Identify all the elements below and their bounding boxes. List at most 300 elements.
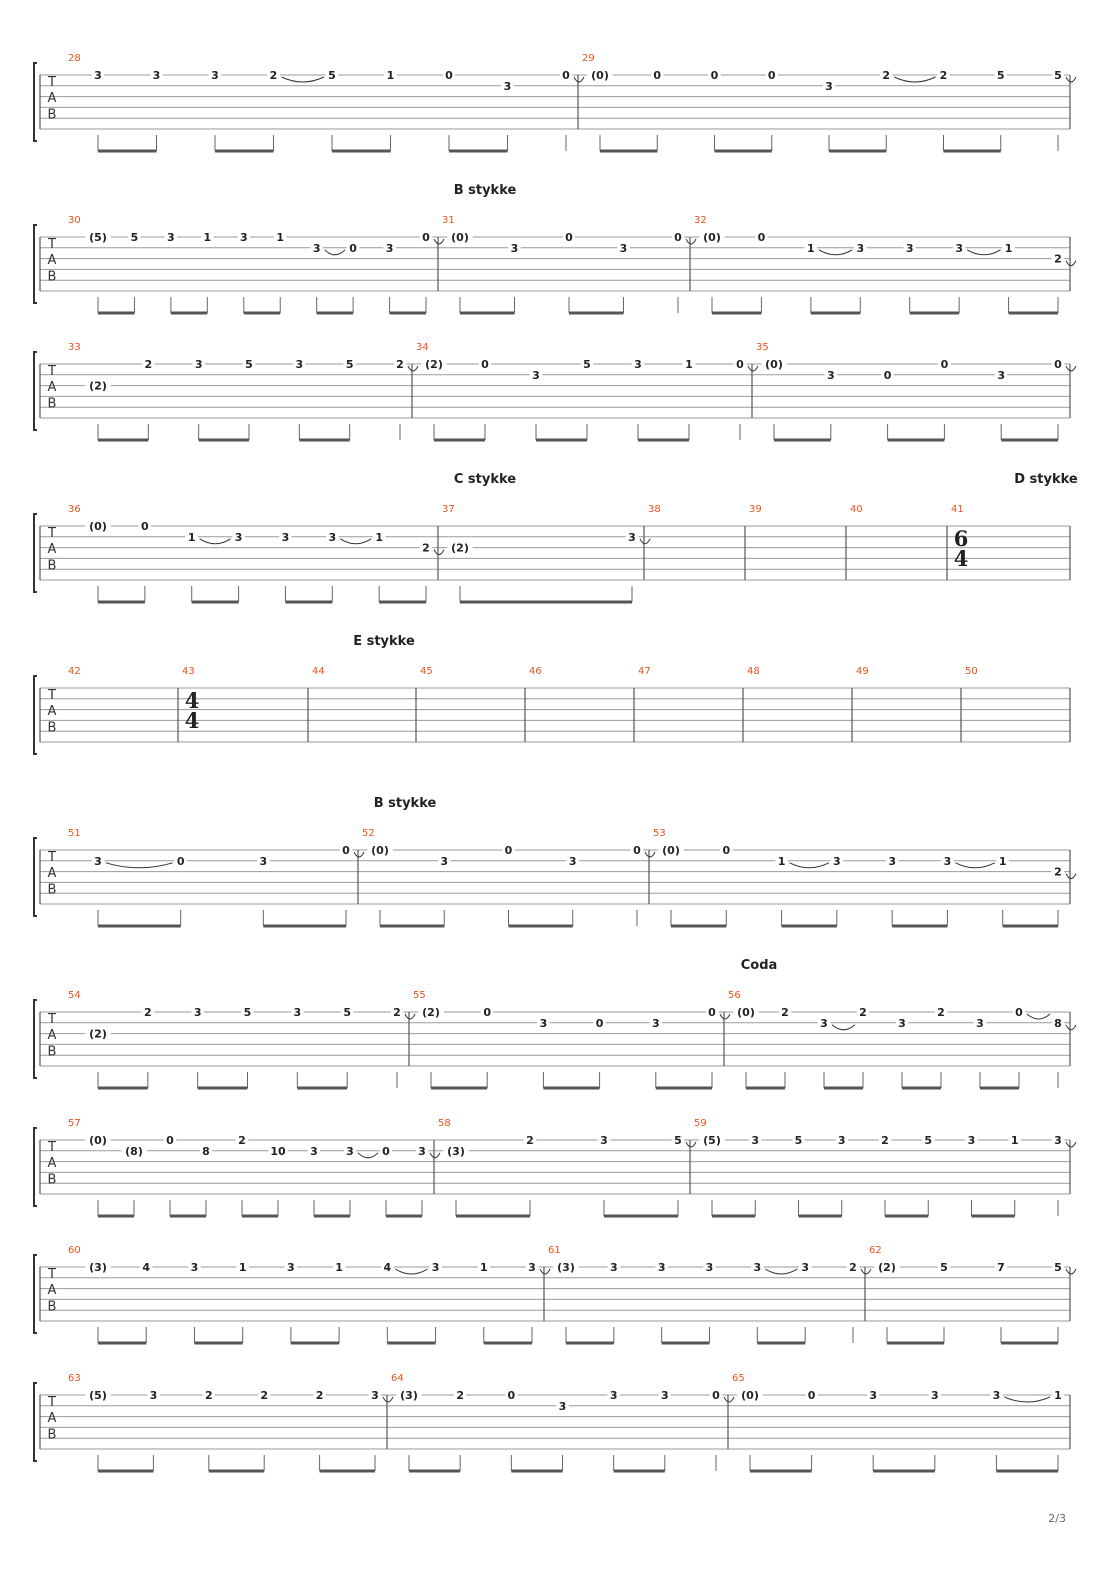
tab-system: [34, 1118, 1076, 1216]
fret-number: 3: [657, 1261, 666, 1274]
tie-arc: [1066, 261, 1076, 266]
measure-number: 61: [548, 1245, 561, 1256]
measure: [68, 215, 444, 313]
measure-number: 35: [756, 342, 769, 353]
measure: [68, 1118, 440, 1216]
fret-number: 1: [238, 1261, 247, 1274]
time-signature-digit: 4: [953, 546, 969, 571]
fret-number: 1: [1004, 241, 1013, 255]
fret-number: 3: [825, 79, 833, 93]
tie-arc: [430, 1153, 440, 1158]
measure-number: 36: [68, 504, 81, 515]
system-bracket: [34, 352, 37, 430]
measure: [856, 666, 869, 677]
tab-clef-letter: B: [47, 396, 57, 412]
fret-number: 3: [528, 1261, 536, 1274]
measure-number: 63: [68, 1373, 81, 1384]
measure-number: 58: [438, 1118, 451, 1129]
fret-number: 3: [837, 1134, 846, 1147]
fret-number: 2: [1054, 252, 1062, 266]
fret-number: 0: [653, 69, 662, 82]
measure-number: 53: [653, 828, 666, 839]
tab-clef-letter: T: [48, 526, 56, 541]
fret-number: 5: [1054, 69, 1062, 82]
measure: [694, 1118, 1076, 1216]
fret-number: 3: [431, 1261, 440, 1274]
measure: [653, 828, 1076, 926]
measure-number: 29: [582, 53, 595, 64]
fret-number: (0): [765, 358, 783, 371]
measure: [442, 504, 650, 602]
fret-number: 5: [996, 69, 1005, 82]
time-signature-digit: 6: [953, 526, 969, 551]
tab-clef-letter: B: [47, 269, 57, 285]
fret-number: 3: [955, 241, 963, 255]
measure: [68, 1245, 550, 1343]
fret-number: 0: [807, 1389, 816, 1402]
fret-number: 3: [619, 241, 628, 255]
measure-number: 34: [416, 342, 429, 353]
fret-number: (0): [89, 1134, 107, 1147]
tie-arc: [1066, 1269, 1076, 1274]
fret-number: (3): [447, 1144, 465, 1158]
fret-number: 3: [705, 1261, 714, 1274]
measure-number: 48: [747, 666, 760, 677]
tie-arc: [383, 1397, 393, 1402]
fret-number: 3: [992, 1389, 1001, 1402]
fret-number: 0: [342, 844, 350, 857]
fret-number: 0: [507, 1389, 516, 1402]
fret-number: 3: [312, 241, 321, 255]
tie-arc: [405, 1014, 415, 1019]
fret-number: 2: [422, 541, 430, 555]
fret-number: 0: [940, 358, 949, 371]
fret-number: 3: [190, 1261, 199, 1274]
tab-system: [34, 666, 1070, 754]
fret-number: 3: [609, 1389, 618, 1402]
system-bracket: [34, 1255, 37, 1333]
tab-clef-letter: A: [47, 1411, 57, 1427]
tie-arc: [358, 1153, 378, 1158]
fret-number: 0: [708, 1006, 716, 1019]
fret-number: 0: [757, 231, 766, 244]
fret-number: 1: [187, 530, 196, 544]
measure-number: 33: [68, 342, 81, 353]
fret-number: 3: [1054, 1134, 1062, 1147]
section-label: B stykke: [373, 796, 437, 811]
section-label: E stykke: [353, 634, 415, 649]
fret-number: 3: [532, 368, 540, 382]
measure: [548, 1245, 871, 1343]
section-label: D stykke: [1014, 472, 1078, 487]
fret-number: 5: [343, 1006, 351, 1019]
tab-clef-letter: T: [48, 1012, 56, 1027]
measure: [362, 828, 655, 926]
measure-number: 50: [965, 666, 978, 677]
fret-number: 5: [1054, 1261, 1062, 1274]
fret-number: 2: [882, 69, 891, 82]
tab-clef-letter: A: [47, 253, 57, 269]
fret-number: 10: [270, 1144, 286, 1158]
fret-number: 3: [385, 241, 394, 255]
fret-number: 8: [202, 1144, 210, 1158]
tie-arc: [790, 863, 829, 868]
fret-number: (5): [89, 1389, 107, 1402]
fret-number: 3: [310, 1144, 318, 1158]
tab-system: [34, 1245, 1076, 1343]
measure: [68, 666, 81, 677]
fret-number: 1: [1010, 1134, 1019, 1147]
measure: [391, 1373, 734, 1471]
tie-arc: [1066, 1025, 1076, 1030]
fret-number: 2: [937, 1006, 945, 1019]
fret-number: 0: [481, 358, 489, 371]
fret-number: 3: [976, 1016, 984, 1030]
measure-number: 39: [749, 504, 762, 515]
fret-number: 0: [712, 1389, 720, 1402]
tie-arc: [340, 539, 371, 544]
measure: [638, 666, 651, 677]
fret-number: 3: [943, 854, 952, 868]
tie-arc: [540, 1269, 550, 1274]
fret-number: (3): [557, 1261, 575, 1274]
measure-number: 32: [694, 215, 707, 226]
fret-number: 3: [94, 854, 102, 868]
fret-number: 1: [807, 241, 815, 255]
fret-number: (3): [89, 1261, 107, 1274]
fret-number: 5: [245, 358, 253, 371]
fret-number: (2): [422, 1006, 440, 1019]
fret-number: 2: [939, 69, 948, 82]
fret-number: 3: [193, 1006, 202, 1019]
tie-arc: [354, 852, 364, 857]
staff-systems: [34, 53, 1078, 1471]
measure-number: 44: [312, 666, 325, 677]
measure-number: 41: [951, 504, 964, 515]
fret-number: 3: [568, 854, 577, 868]
fret-number: 1: [203, 231, 212, 244]
measure-number: 59: [694, 1118, 707, 1129]
fret-number: 0: [674, 231, 682, 244]
tab-clef-letter: T: [48, 1140, 56, 1155]
tab-system: [34, 504, 1070, 602]
section-label: Coda: [740, 958, 778, 973]
fret-number: 1: [479, 1261, 488, 1274]
measure: [68, 342, 418, 440]
fret-number: 2: [144, 358, 153, 371]
tie-arc: [325, 250, 345, 255]
tie-arc: [640, 539, 650, 544]
fret-number: 2: [849, 1261, 857, 1274]
fret-number: 2: [781, 1006, 789, 1019]
tie-arc: [1066, 366, 1076, 371]
fret-number: (0): [741, 1389, 759, 1402]
measure: [416, 342, 758, 440]
fret-number: 1: [1054, 1389, 1062, 1402]
measure-number: 60: [68, 1245, 81, 1256]
fret-number: 2: [260, 1389, 269, 1402]
measure-number: 28: [68, 53, 81, 64]
fret-number: 3: [826, 368, 835, 382]
tie-arc: [574, 77, 584, 82]
fret-number: 0: [141, 520, 149, 533]
tab-clef-letter: A: [47, 1156, 57, 1172]
measure: [68, 990, 415, 1088]
fret-number: 5: [674, 1134, 682, 1147]
tab-clef-letter: B: [47, 1299, 57, 1315]
measure-number: 31: [442, 215, 455, 226]
tab-clef-letter: B: [47, 1044, 57, 1060]
fret-number: 5: [940, 1261, 948, 1274]
fret-number: 5: [345, 358, 354, 371]
tab-clef-letter: A: [47, 1028, 57, 1044]
fret-number: (0): [371, 844, 389, 857]
fret-number: 0: [722, 844, 731, 857]
time-signature-digit: 4: [184, 708, 200, 733]
tie-arc: [434, 239, 444, 244]
fret-number: 3: [346, 1144, 354, 1158]
fret-number: 3: [167, 231, 175, 244]
fret-number: 1: [335, 1261, 343, 1274]
fret-number: 3: [149, 1389, 158, 1402]
measure: [756, 342, 1076, 440]
fret-number: 0: [562, 69, 570, 82]
measure-number: 64: [391, 1373, 404, 1384]
measure: [732, 1373, 1064, 1471]
fret-number: 8: [1054, 1016, 1062, 1030]
fret-number: 3: [194, 358, 203, 371]
fret-number: 1: [386, 69, 395, 82]
fret-number: 2: [396, 358, 404, 371]
fret-number: (5): [703, 1134, 721, 1147]
fret-number: 3: [833, 854, 841, 868]
tie-arc: [861, 1269, 871, 1274]
tie-arc: [1066, 77, 1076, 82]
measure-number: 54: [68, 990, 81, 1001]
tie-arc: [686, 1142, 696, 1147]
system-bracket: [34, 1000, 37, 1078]
tab-clef-letter: B: [47, 1427, 57, 1443]
measure-number: 43: [182, 666, 195, 677]
tie-arc: [955, 863, 994, 868]
tab-clef-letter: T: [48, 75, 56, 90]
measure: [420, 666, 433, 677]
fret-number: 3: [634, 358, 642, 371]
measure-number: 56: [728, 990, 741, 1001]
tie-arc: [724, 1397, 734, 1402]
fret-number: 0: [349, 241, 357, 255]
fret-number: 3: [751, 1134, 760, 1147]
tie-arc: [894, 77, 935, 82]
fret-number: (2): [878, 1261, 896, 1274]
tie-arc: [819, 250, 852, 255]
system-bracket: [34, 1128, 37, 1206]
fret-number: 0: [176, 854, 185, 868]
fret-number: 3: [234, 530, 243, 544]
tie-arc: [200, 539, 231, 544]
system-bracket: [34, 838, 37, 916]
fret-number: 3: [328, 530, 337, 544]
tie-arc: [832, 1025, 855, 1030]
measure-number: 57: [68, 1118, 81, 1129]
fret-number: 0: [382, 1144, 390, 1158]
fret-number: 3: [856, 241, 865, 255]
fret-number: (2): [89, 1027, 107, 1041]
measure-number: 52: [362, 828, 375, 839]
measure: [442, 215, 696, 313]
fret-number: 0: [1054, 358, 1062, 371]
measure-number: 30: [68, 215, 81, 226]
fret-number: 0: [767, 69, 776, 82]
fret-number: 4: [142, 1261, 151, 1274]
measure-number: 65: [732, 1373, 745, 1384]
fret-number: 2: [456, 1389, 464, 1402]
measure: [312, 666, 325, 677]
fret-number: 0: [445, 69, 453, 82]
fret-number: 1: [375, 530, 383, 544]
fret-number: (0): [703, 231, 721, 244]
fret-number: 0: [710, 69, 719, 82]
measure-number: 40: [850, 504, 863, 515]
fret-number: (3): [400, 1389, 418, 1402]
fret-number: 3: [997, 368, 1006, 382]
tie-arc: [765, 1269, 797, 1274]
fret-number: 3: [259, 854, 268, 868]
tie-arc: [408, 366, 418, 371]
fret-number: (2): [425, 358, 443, 371]
fret-number: 2: [526, 1134, 534, 1147]
tie-arc: [395, 1269, 427, 1274]
tab-clef-letter: B: [47, 720, 57, 736]
tab-clef-letter: T: [48, 237, 56, 252]
fret-number: (0): [662, 844, 680, 857]
tie-arc: [434, 550, 444, 555]
measure-number: 42: [68, 666, 81, 677]
fret-number: 1: [777, 854, 786, 868]
fret-number: 3: [869, 1389, 878, 1402]
measure-number: 49: [856, 666, 869, 677]
measure: [747, 666, 760, 677]
tie-arc: [748, 366, 758, 371]
measure-number: 55: [413, 990, 426, 1001]
page-number: 2/3: [1048, 1512, 1066, 1525]
fret-number: 0: [166, 1134, 174, 1147]
fret-number: 3: [610, 1261, 618, 1274]
tab-clef-letter: T: [48, 1395, 56, 1410]
fret-number: 2: [315, 1389, 324, 1402]
fret-number: 2: [859, 1006, 867, 1019]
fret-number: 3: [898, 1016, 906, 1030]
tab-clef-letter: T: [48, 850, 56, 865]
fret-number: 0: [595, 1016, 604, 1030]
tab-system: [34, 342, 1076, 440]
tie-arc: [720, 1014, 730, 1019]
fret-number: 5: [583, 358, 591, 371]
tab-clef-letter: B: [47, 882, 57, 898]
tab-system: [34, 53, 1076, 151]
fret-number: (2): [89, 379, 107, 393]
fret-number: 7: [997, 1261, 1005, 1274]
fret-number: 2: [1054, 865, 1062, 879]
tab-system: [34, 990, 1076, 1088]
fret-number: 5: [924, 1134, 933, 1147]
fret-number: 5: [328, 69, 336, 82]
fret-number: 0: [883, 368, 892, 382]
section-label: C stykke: [453, 472, 517, 487]
fret-number: (5): [89, 231, 107, 244]
system-bracket: [34, 225, 37, 303]
fret-number: 3: [239, 231, 248, 244]
fret-number: 0: [483, 1006, 492, 1019]
fret-number: 3: [510, 241, 519, 255]
system-bracket: [34, 676, 37, 754]
fret-number: (0): [89, 520, 107, 533]
fret-number: 5: [794, 1134, 803, 1147]
fret-number: 3: [539, 1016, 548, 1030]
fret-number: 1: [998, 854, 1007, 868]
section-label: B stykke: [453, 183, 517, 198]
measure-number: 62: [869, 1245, 882, 1256]
fret-number: 2: [881, 1134, 889, 1147]
fret-number: 0: [422, 231, 430, 244]
fret-number: 3: [801, 1261, 809, 1274]
system-bracket: [34, 514, 37, 592]
measure: [648, 504, 661, 515]
measure: [68, 828, 364, 926]
fret-number: 0: [565, 231, 573, 244]
fret-number: (0): [451, 231, 469, 244]
tab-clef-letter: T: [48, 1267, 56, 1282]
tab-system: [34, 215, 1076, 313]
fret-number: 2: [144, 1006, 152, 1019]
tab-clef-letter: A: [47, 380, 57, 396]
tab-clef-letter: B: [47, 1172, 57, 1188]
fret-number: 3: [287, 1261, 295, 1274]
fret-number: 0: [633, 844, 641, 857]
measure: [850, 504, 863, 515]
tab-clef-letter: B: [47, 558, 57, 574]
measure: [869, 1245, 1076, 1343]
measure: [68, 1373, 393, 1471]
fret-number: (8): [125, 1144, 143, 1158]
system-bracket: [34, 1383, 37, 1461]
tab-clef-letter: T: [48, 364, 56, 379]
tie-arc: [645, 852, 655, 857]
fret-number: 3: [753, 1261, 762, 1274]
measure: [438, 1118, 696, 1216]
fret-number: 3: [888, 854, 896, 868]
fret-number: 3: [418, 1144, 426, 1158]
tab-clef-letter: B: [47, 107, 57, 123]
measure: [951, 504, 968, 571]
fret-number: 3: [440, 854, 449, 868]
fret-number: 1: [685, 358, 693, 371]
measure-number: 47: [638, 666, 651, 677]
fret-number: (2): [451, 541, 469, 555]
tie-arc: [1066, 1142, 1076, 1147]
time-signature-digit: 4: [184, 688, 200, 713]
fret-number: 3: [600, 1134, 608, 1147]
measure: [582, 53, 1076, 151]
tab-clef-letter: A: [47, 704, 57, 720]
fret-number: 3: [371, 1389, 379, 1402]
fret-number: 3: [94, 69, 102, 82]
system-bracket: [34, 63, 37, 141]
fret-number: 3: [558, 1399, 567, 1413]
measure: [529, 666, 542, 677]
tab-clef-letter: A: [47, 866, 57, 882]
fret-number: 2: [269, 69, 278, 82]
